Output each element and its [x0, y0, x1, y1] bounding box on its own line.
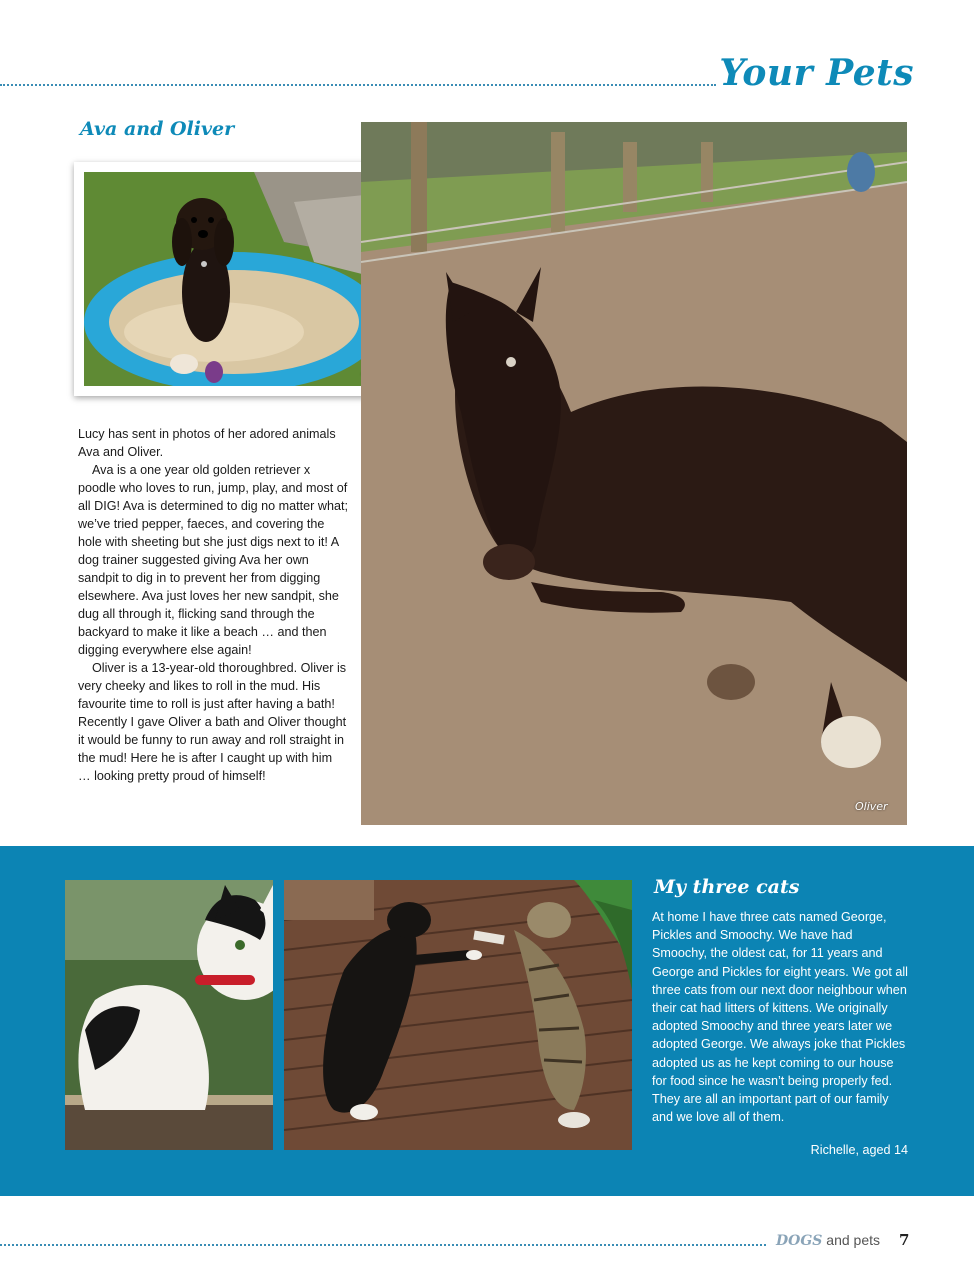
cat-photo-george	[65, 880, 273, 1150]
oliver-photo-illustration	[361, 122, 907, 825]
ava-photo-frame	[74, 162, 404, 396]
ava-photo-illustration	[84, 172, 394, 386]
cat-photo-pickles-smoochy	[284, 880, 632, 1150]
page-number: 7	[899, 1231, 910, 1249]
cat-photo-2-illustration	[284, 880, 632, 1150]
cat-photo-1-illustration	[65, 880, 273, 1150]
story-title-ava-oliver: Ava and Oliver	[80, 118, 235, 140]
header-rule	[0, 84, 716, 86]
footer-brand-rest: and pets	[822, 1232, 881, 1248]
cats-signature: Richelle, aged 14	[810, 1143, 908, 1157]
story-paragraph: Oliver is a 13-year-old thoroughbred. Oliver is very cheeky and likes to roll in the mud. His favourite time to roll is just after having a bath! Recently I gave Oliver a bath and Oliver thought it would be funny to run away and roll straight in the mud! Here he is after I caught up with him … looking pretty proud of himself!	[78, 661, 347, 783]
story-body	[78, 425, 348, 785]
ava-photo	[84, 172, 394, 386]
cats-body: At home I have three cats named George, Pickles and Smoochy. We have had Smoochy, the oldest cat, for 11 years and George and Pickles for eight years. We got all three cats from our next door neighbour when their cat had litters of kittens. We originally adopted Smoochy and three years later we adopted George. We always joke that Pickles adopted us as he kept coming to our house for food since he wasn’t being properly fed. They are all an important part of our family and we love all of them.	[652, 910, 908, 1125]
story-title-cats: My three cats	[654, 876, 800, 898]
section-title: Your Pets	[719, 52, 914, 94]
story-paragraph: Lucy has sent in photos of her adored animals Ava and Oliver.	[78, 427, 336, 459]
footer-magazine-name	[776, 1232, 880, 1249]
footer-brand: DOGS	[776, 1233, 823, 1249]
oliver-caption: Oliver	[855, 800, 888, 813]
footer-rule	[0, 1244, 766, 1246]
story-paragraph: Ava is a one year old golden retriever x poodle who loves to run, jump, play, and most of all DIG! Ava is determined to dig no matter what; we’ve tried pepper, faeces, and covering the hole with sheeting but she just digs next to it! A dog trainer suggested giving Ava her own sandpit to dig in to prevent her from digging elsewhere. Ava just loves her new sandpit, she dug all through it, flicking sand through the backyard to make it like a beach … and then digging everywhere else again!	[78, 463, 348, 657]
oliver-photo	[361, 122, 907, 825]
